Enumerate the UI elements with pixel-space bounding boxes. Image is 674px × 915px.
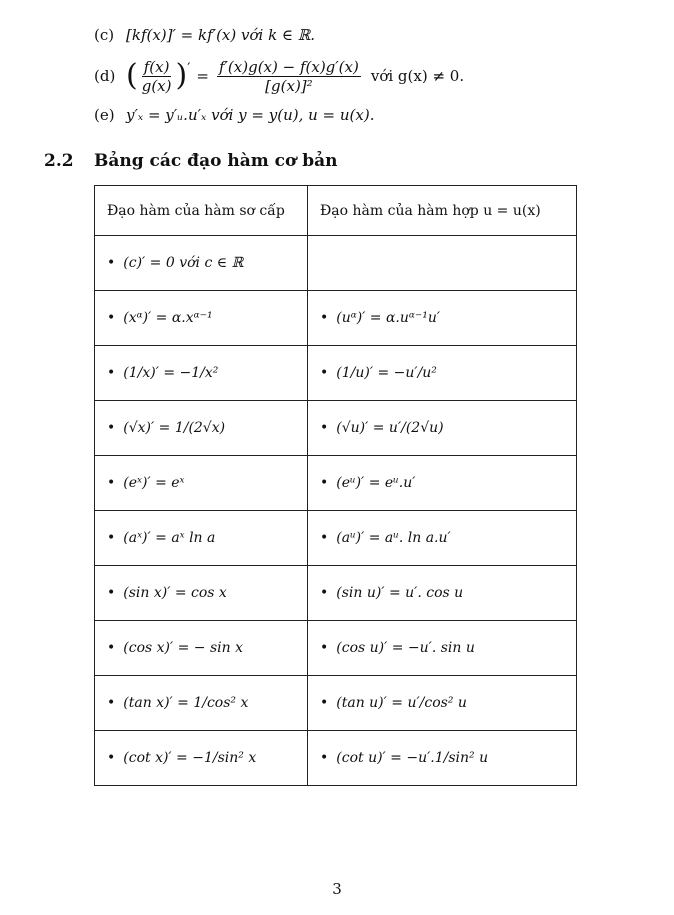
formula: (eˣ)′ = eˣ [123, 475, 185, 491]
table-cell: • (tan u)′ = u′/cos² u [308, 676, 577, 731]
rule-d-rhs-num: f′(x)g(x) − f(x)g′(x) [218, 57, 359, 76]
table-cell: • (eᵘ)′ = eᵘ.u′ [308, 456, 577, 511]
formula: (uᵅ)′ = α.uᵅ⁻¹u′ [336, 310, 441, 326]
formula: (eᵘ)′ = eᵘ.u′ [336, 475, 416, 491]
formula: (1/x)′ = −1/x² [123, 365, 219, 381]
prime-mark: ′ [187, 61, 191, 77]
table-cell: • (sin x)′ = cos x [95, 566, 308, 621]
page-number: 3 [332, 880, 342, 898]
formula: (cos x)′ = − sin x [123, 640, 244, 656]
formula: (tan x)′ = 1/cos² x [123, 695, 249, 711]
rule-d-label: (d) [94, 67, 116, 85]
table-cell: • (1/x)′ = −1/x² [95, 346, 308, 401]
rule-c-label: (c) [94, 26, 115, 44]
table-row [95, 236, 577, 291]
formula: (xᵅ)′ = α.xᵅ⁻¹ [123, 310, 213, 326]
rule-e [94, 105, 374, 125]
table-cell: • (xᵅ)′ = α.xᵅ⁻¹ [95, 291, 308, 346]
table-row [95, 676, 577, 731]
paren-close: ) [175, 58, 188, 93]
formula: (tan u)′ = u′/cos² u [336, 695, 467, 711]
rule-d-rhs-fraction [217, 59, 361, 94]
formula: (cot x)′ = −1/sin² x [123, 750, 257, 766]
formula: (aˣ)′ = aˣ ln a [123, 530, 216, 546]
table-cell: • (cot x)′ = −1/sin² x [95, 731, 308, 786]
table-row [95, 401, 577, 456]
table-cell: • (√x)′ = 1/(2√x) [95, 401, 308, 456]
table-cell: • (aˣ)′ = aˣ ln a [95, 511, 308, 566]
formula: (sin x)′ = cos x [123, 585, 227, 601]
table-cell: • (c)′ = 0 với c ∈ ℝ [95, 236, 308, 291]
section-number: 2.2 [44, 151, 74, 171]
derivative-table [94, 185, 577, 786]
section-title: Bảng các đạo hàm cơ bản [94, 151, 338, 171]
table-row [95, 621, 577, 676]
rule-d-lhs-den: g(x) [141, 76, 172, 95]
table-header-row [95, 186, 577, 236]
formula: (cos u)′ = −u′. sin u [336, 640, 475, 656]
table-cell: • (uᵅ)′ = α.uᵅ⁻¹u′ [308, 291, 577, 346]
rule-d [94, 54, 464, 98]
formula: (√x)′ = 1/(2√x) [123, 420, 226, 436]
section-heading [44, 151, 338, 171]
formula: (cot u)′ = −u′.1/sin² u [336, 750, 489, 766]
header-composite: Đạo hàm của hàm hợp u = u(x) [308, 186, 577, 236]
formula: (sin u)′ = u′. cos u [336, 585, 464, 601]
rule-d-lhs-num: f(x) [143, 57, 170, 76]
table-cell: • (aᵘ)′ = aᵘ. ln a.u′ [308, 511, 577, 566]
table-row [95, 456, 577, 511]
table-row [95, 731, 577, 786]
table-row [95, 511, 577, 566]
table-row [95, 291, 577, 346]
rule-d-tail: với g(x) ≠ 0. [370, 67, 465, 85]
table-cell: • (cos x)′ = − sin x [95, 621, 308, 676]
table-cell: • (tan x)′ = 1/cos² x [95, 676, 308, 731]
rule-d-lhs-fraction [140, 59, 174, 94]
table-cell: • (1/u)′ = −u′/u² [308, 346, 577, 401]
formula: (c)′ = 0 với c ∈ ℝ [123, 255, 244, 271]
formula: (√u)′ = u′/(2√u) [336, 420, 444, 436]
rule-c [94, 25, 315, 45]
rule-c-text: [kf(x)]′ = kf′(x) với k ∈ ℝ. [126, 26, 316, 44]
formula: (aᵘ)′ = aᵘ. ln a.u′ [336, 530, 451, 546]
rule-d-rhs-den: [g(x)]² [265, 76, 313, 95]
paren-open: ( [126, 58, 138, 93]
table-cell-empty [308, 236, 577, 291]
rule-e-text: y′ₓ = y′ᵤ.u′ₓ với y = y(u), u = u(x). [126, 106, 375, 124]
formula: (1/u)′ = −u′/u² [336, 365, 437, 381]
equals-sign: = [196, 67, 209, 85]
table-cell: • (eˣ)′ = eˣ [95, 456, 308, 511]
table-row [95, 566, 577, 621]
header-elementary: Đạo hàm của hàm sơ cấp [95, 186, 308, 236]
table-row [95, 346, 577, 401]
table-cell: • (cos u)′ = −u′. sin u [308, 621, 577, 676]
rule-e-label: (e) [94, 106, 115, 124]
table-cell: • (sin u)′ = u′. cos u [308, 566, 577, 621]
table-cell: • (cot u)′ = −u′.1/sin² u [308, 731, 577, 786]
table-cell: • (√u)′ = u′/(2√u) [308, 401, 577, 456]
